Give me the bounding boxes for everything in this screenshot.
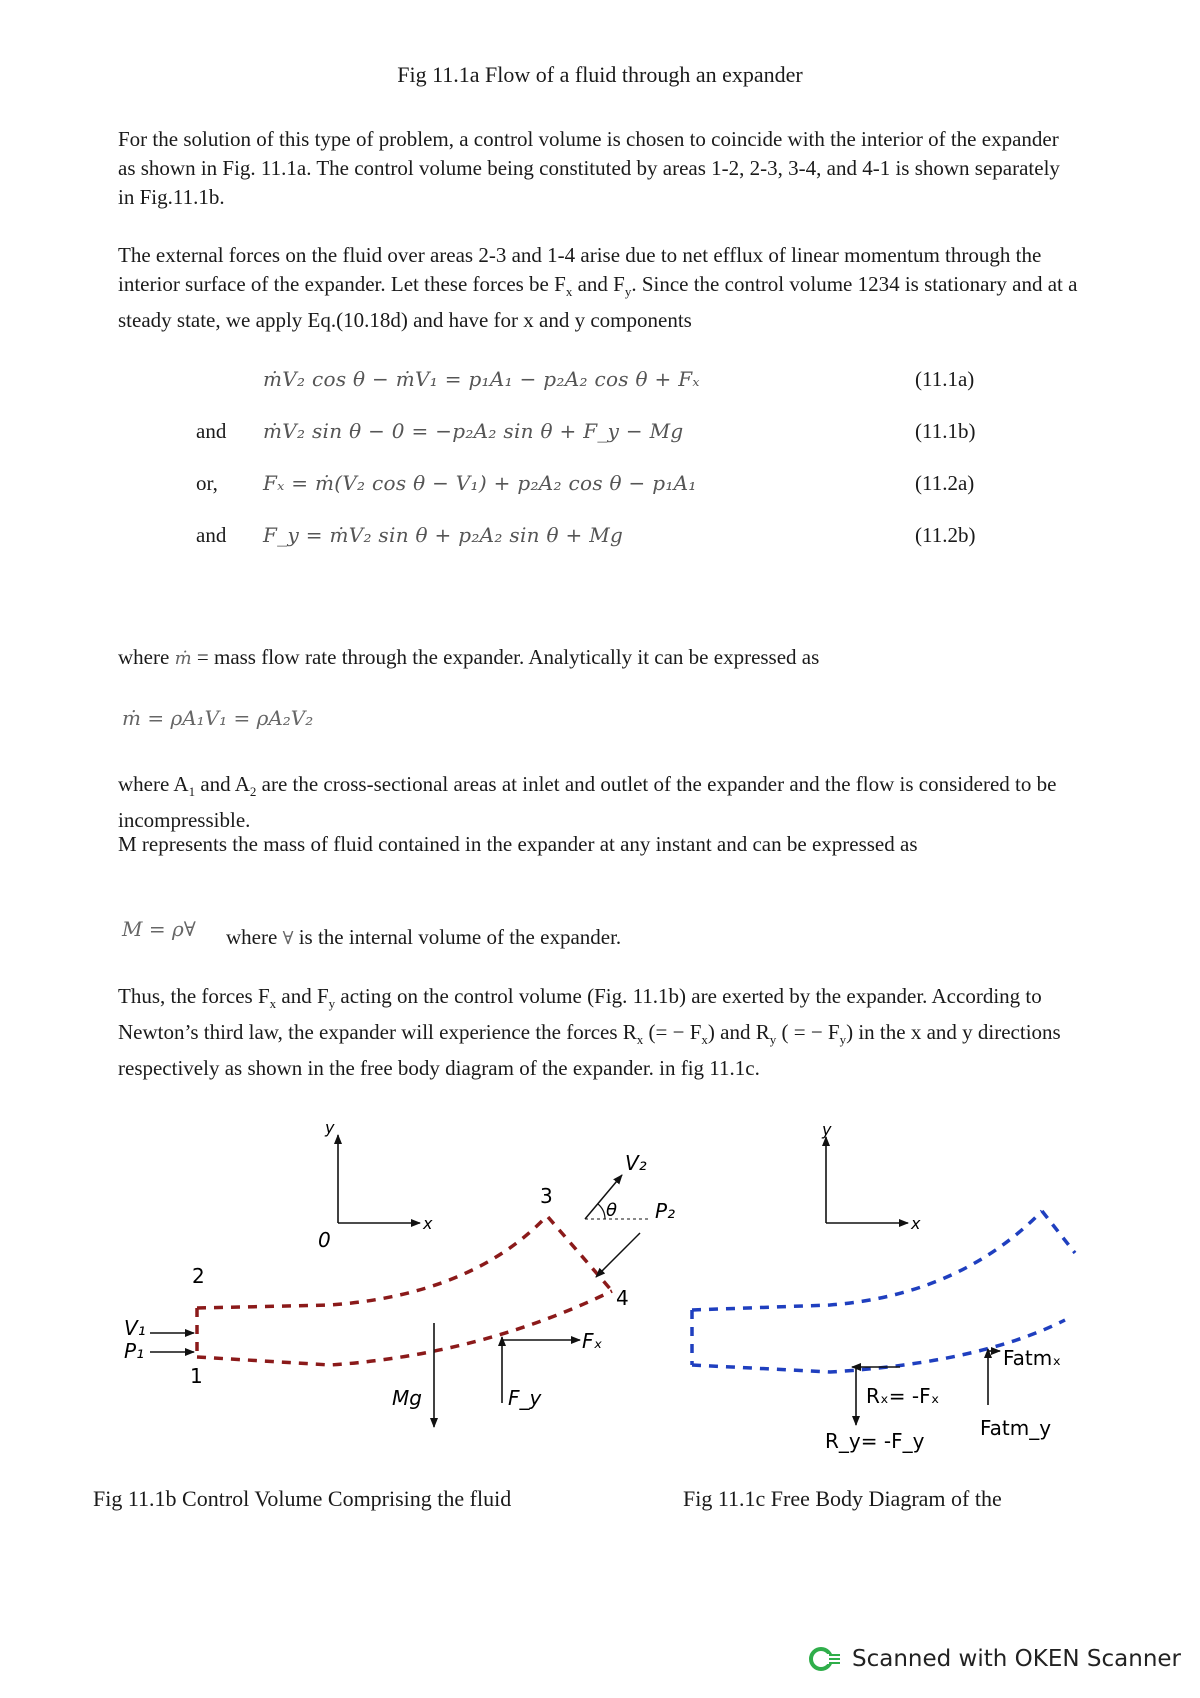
equation-number: (11.1a) <box>915 367 975 391</box>
upper-boundary-2-3 <box>197 1218 545 1308</box>
paragraph-newtons-third-law: Thus, the forces $F_x$ and $F_y$ acting on the control volume (Fig. 11.1b) are exerted by the expander. According to Newton’s third law, the expander will experience the forces $R_x$ (= − $F_x$) and $R_y$ ( = − $F_y$) in the x and y directions respectively as shown in the free body diagram of the expander. in fig 11.1c. <box>118 984 1061 1081</box>
equation-lead: or, <box>196 471 218 495</box>
paragraph-control-volume: For the solution of this type of problem, a control volume is chosen to coincide with the interior of the expander as shown in Fig. 11.1a. The control volume being constituted by areas 1-2, 2-3, 3-4, and 4-1 is shown separately in Fig.11.1b. <box>118 127 1060 209</box>
p2-arrow <box>596 1233 640 1277</box>
scanner-watermark <box>808 1645 1181 1673</box>
origin-label: 0 <box>318 1228 331 1252</box>
figure-11-1b-caption: Fig 11.1b Control Volume Comprising the fluid <box>93 1486 512 1511</box>
y-axis-label: y <box>822 1120 832 1139</box>
x-axis-label: x <box>911 1214 921 1233</box>
equation-expression: Fₓ = ṁ(V₂ cos θ − V₁) + p₂A₂ cos θ − p₁A₁ <box>263 471 697 495</box>
mass-flow-equation: ṁ = ρA₁V₁ = ρA₂V₂ <box>122 706 314 730</box>
equation-number: (11.1b) <box>915 419 976 443</box>
fatm-y-label: Fatm_y <box>980 1416 1052 1440</box>
equation-row-11-1a <box>0 367 1200 397</box>
theta-arc <box>598 1204 605 1219</box>
where-word: where <box>118 645 170 669</box>
equation-lead: and <box>196 419 227 443</box>
figure-11-1c-caption: Fig 11.1c Free Body Diagram of the <box>683 1486 1002 1511</box>
expander-upper-outline <box>692 1211 1042 1310</box>
scanner-text: Scanned with OKEN Scanner <box>852 1646 1181 1672</box>
scanner-logo-icon <box>808 1645 842 1673</box>
mass-flow-rate-definition <box>118 645 819 670</box>
where-word: where <box>226 925 278 949</box>
point-3-label: 3 <box>540 1184 553 1208</box>
rx-label: Rₓ= -Fₓ <box>866 1384 940 1408</box>
point-4-label: 4 <box>616 1286 629 1310</box>
mg-label: Mg <box>392 1386 422 1410</box>
mass-equation: M = ρ∀ <box>122 917 196 941</box>
lower-boundary-1-4 <box>197 1291 612 1365</box>
ry-label: R_y= -F_y <box>825 1429 925 1453</box>
mdot-symbol: ṁ <box>174 648 192 669</box>
paragraph-external-forces: The external forces on the fluid over areas 2-3 and 1-4 arise due to net efflux of linear momentum through the interior surface of the expander. Let these forces be $F_x$ and $F_y$. Since the control volume 1234 is stationary and at a steady state, we apply Eq.(10.18d) and have for x and y components <box>118 243 1078 333</box>
theta-label: θ <box>606 1200 618 1221</box>
control-volume-figure <box>124 1118 675 1427</box>
figure-11-1a-caption: Fig 11.1a Flow of a fluid through an expander <box>397 62 803 87</box>
equation-expression: F_y = ṁV₂ sin θ + p₂A₂ sin θ + Mg <box>263 523 624 547</box>
fatm-x-label: Fatmₓ <box>1003 1346 1062 1370</box>
equation-lead: and <box>196 523 227 547</box>
point-2-label: 2 <box>192 1264 205 1288</box>
point-1-label: 1 <box>190 1364 203 1388</box>
figures-diagram <box>0 1115 1200 1485</box>
y-axis-label: y <box>325 1118 335 1137</box>
volume-symbol: ∀ <box>282 928 294 949</box>
equation-row-11-2a <box>0 471 1200 501</box>
v2-label: V₂ <box>625 1151 647 1175</box>
p1-label: P₁ <box>124 1339 145 1363</box>
volume-definition <box>226 925 621 950</box>
equation-expression: ṁV₂ cos θ − ṁV₁ = p₁A₁ − p₂A₂ cos θ + Fₓ <box>263 367 700 391</box>
paragraph-cross-sectional-areas: where $A_1$ and $A_2$ are the cross-sectional areas at inlet and outlet of the expander and the flow is considered to be incompressible. <box>118 772 1057 833</box>
fy-label: F_y <box>508 1386 542 1410</box>
paragraph-mass-of-fluid: M represents the mass of fluid contained in the expander at any instant and can be expressed as <box>118 832 918 856</box>
x-axis-label: x <box>423 1214 433 1233</box>
v1-label: V₁ <box>124 1316 146 1340</box>
free-body-diagram-figure <box>692 1120 1075 1453</box>
volume-description: is the internal volume of the expander. <box>298 925 622 949</box>
fx-label: Fₓ <box>582 1329 603 1353</box>
p2-label: P₂ <box>655 1199 676 1223</box>
equation-number: (11.2b) <box>915 523 976 547</box>
mdot-description: = mass flow rate through the expander. Analytically it can be expressed as <box>196 645 820 669</box>
equation-number: (11.2a) <box>915 471 975 495</box>
expander-outlet-upper <box>1042 1211 1075 1253</box>
equation-row-11-1b <box>0 419 1200 449</box>
outlet-boundary-3-4 <box>548 1217 612 1291</box>
equation-expression: ṁV₂ sin θ − 0 = −p₂A₂ sin θ + F_y − Mg <box>263 419 684 443</box>
equation-row-11-2b <box>0 523 1200 553</box>
